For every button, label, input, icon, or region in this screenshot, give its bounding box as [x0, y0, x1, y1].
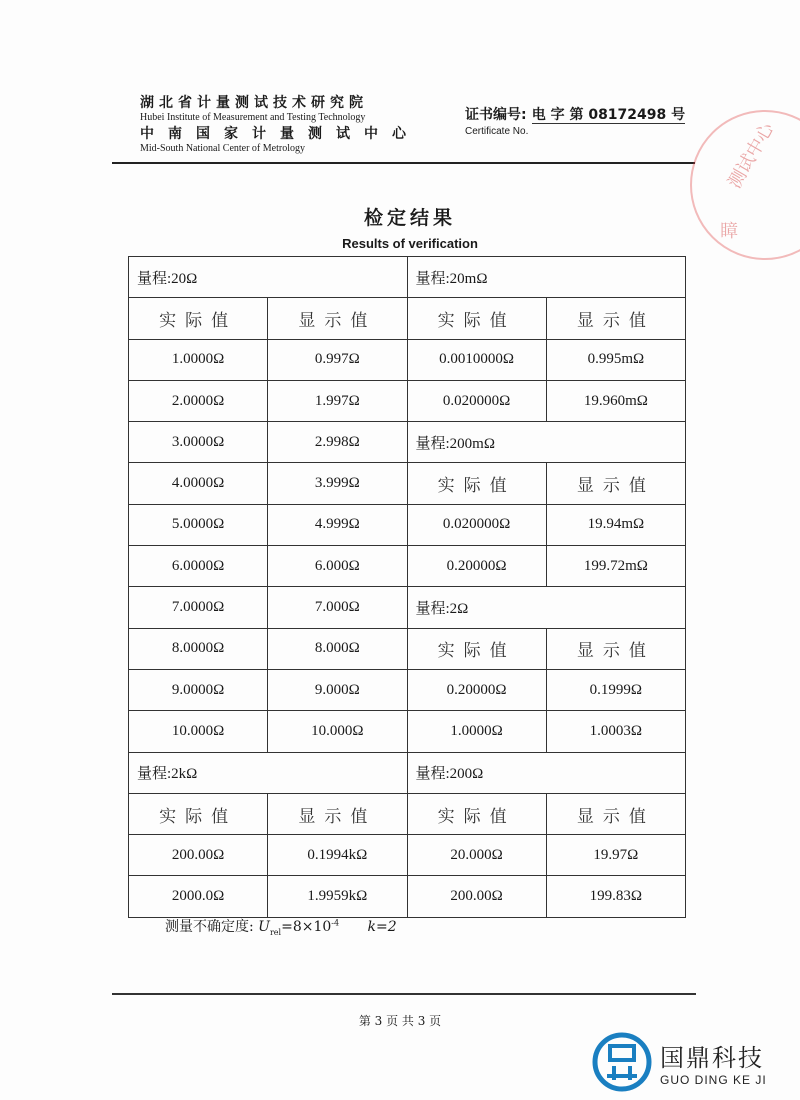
column-header: 实际值: [407, 628, 546, 669]
value-cell: 7.0000Ω: [129, 587, 268, 628]
range-cell: 量程:20mΩ: [407, 257, 686, 298]
table-row: [129, 422, 686, 463]
value-cell: 19.94mΩ: [546, 504, 685, 545]
table-row: [129, 669, 686, 710]
range-cell: 量程:2Ω: [407, 587, 686, 628]
stamp-extra: 瞕: [720, 221, 738, 242]
value-cell: 0.0010000Ω: [407, 339, 546, 380]
uncertainty-exp: -4: [331, 918, 340, 928]
page-title: 检定结果: [363, 207, 456, 229]
org-name-cn-1: 湖北省计量测试技术研究院: [140, 95, 368, 111]
value-cell: 3.999Ω: [268, 463, 407, 504]
uncertainty-sub: rel: [269, 927, 282, 937]
table-row: [129, 463, 686, 504]
value-cell: 200.00Ω: [129, 835, 268, 876]
value-cell: 1.0000Ω: [129, 339, 268, 380]
value-cell: 20.000Ω: [407, 835, 546, 876]
uncertainty-symbol: U: [258, 919, 270, 935]
value-cell: 6.0000Ω: [129, 546, 268, 587]
value-cell: 2000.0Ω: [129, 876, 268, 917]
value-cell: 199.83Ω: [546, 876, 685, 917]
value-cell: 19.960mΩ: [546, 380, 685, 421]
uncertainty-label: 测量不确定度:: [165, 919, 254, 935]
value-cell: 2.0000Ω: [129, 380, 268, 421]
value-cell: 0.020000Ω: [407, 504, 546, 545]
value-cell: 0.995mΩ: [546, 339, 685, 380]
table-row: [129, 339, 686, 380]
value-cell: 1.0000Ω: [407, 711, 546, 752]
certificate-number: [465, 104, 685, 137]
column-header: 实际值: [407, 793, 546, 834]
value-cell: 10.000Ω: [268, 711, 407, 752]
column-header: 显示值: [546, 628, 685, 669]
column-header: 显示值: [268, 298, 407, 339]
table-row: [129, 587, 686, 628]
table-row: [129, 380, 686, 421]
value-cell: 8.0000Ω: [129, 628, 268, 669]
table-row: [129, 628, 686, 669]
value-cell: 9.000Ω: [268, 669, 407, 710]
value-cell: 10.000Ω: [129, 711, 268, 752]
table-row: [129, 298, 686, 339]
uncertainty-value: =8×10: [281, 919, 332, 935]
stamp-text: 测试中心: [724, 119, 779, 193]
column-header: 实际值: [407, 463, 546, 504]
table-row: [129, 504, 686, 545]
table-row: [129, 546, 686, 587]
uncertainty-note: [165, 916, 397, 937]
value-cell: 0.1999Ω: [546, 669, 685, 710]
column-header: 实际值: [129, 793, 268, 834]
value-cell: 3.0000Ω: [129, 422, 268, 463]
value-cell: 6.000Ω: [268, 546, 407, 587]
range-cell: 量程:200Ω: [407, 752, 686, 793]
value-cell: 0.20000Ω: [407, 669, 546, 710]
institution-header: [140, 92, 420, 154]
page-subtitle: Results of verification: [342, 236, 478, 251]
column-header: 实际值: [407, 298, 546, 339]
logo-text-en: GUO DING KE JI: [660, 1072, 767, 1087]
table-row: [129, 711, 686, 752]
cert-value: 电 字 第 08172498 号: [531, 107, 686, 123]
range-cell: 量程:20Ω: [129, 257, 408, 298]
value-cell: 0.997Ω: [268, 339, 407, 380]
page-number: 第 3 页 共 3 页: [358, 1014, 442, 1028]
value-cell: 1.9959kΩ: [268, 876, 407, 917]
cert-label-en: Certificate No.: [465, 126, 529, 137]
coverage-factor: k=2: [367, 919, 397, 935]
table-row: [129, 752, 686, 793]
value-cell: 200.00Ω: [407, 876, 546, 917]
range-cell: 量程:200mΩ: [407, 422, 686, 463]
value-cell: 5.0000Ω: [129, 504, 268, 545]
org-name-en-1: Hubei Institute of Measurement and Testing Technology: [140, 112, 366, 123]
value-cell: 0.020000Ω: [407, 380, 546, 421]
column-header: 显示值: [546, 463, 685, 504]
value-cell: 8.000Ω: [268, 628, 407, 669]
value-cell: 9.0000Ω: [129, 669, 268, 710]
value-cell: 199.72mΩ: [546, 546, 685, 587]
value-cell: 0.1994kΩ: [268, 835, 407, 876]
logo-icon: [592, 1032, 652, 1092]
value-cell: 7.000Ω: [268, 587, 407, 628]
watermark-logo: [592, 1032, 767, 1092]
value-cell: 4.0000Ω: [129, 463, 268, 504]
range-cell: 量程:2kΩ: [129, 752, 408, 793]
value-cell: 2.998Ω: [268, 422, 407, 463]
org-name-cn-2: 中南国家计量测试中心: [140, 126, 420, 142]
cert-label: 证书编号:: [465, 107, 527, 123]
table-row: [129, 257, 686, 298]
footer-divider: [112, 993, 696, 995]
column-header: 显示值: [546, 298, 685, 339]
table-row: [129, 835, 686, 876]
value-cell: 4.999Ω: [268, 504, 407, 545]
value-cell: 0.20000Ω: [407, 546, 546, 587]
value-cell: 19.97Ω: [546, 835, 685, 876]
value-cell: 1.997Ω: [268, 380, 407, 421]
table-row: [129, 876, 686, 917]
table-row: [129, 793, 686, 834]
results-table: [128, 256, 686, 918]
column-header: 显示值: [268, 793, 407, 834]
value-cell: 1.0003Ω: [546, 711, 685, 752]
column-header: 显示值: [546, 793, 685, 834]
org-name-en-2: Mid-South National Center of Metrology: [140, 143, 305, 154]
logo-text-cn: 国鼎科技: [660, 1043, 764, 1072]
column-header: 实际值: [129, 298, 268, 339]
header-divider: [112, 162, 695, 164]
